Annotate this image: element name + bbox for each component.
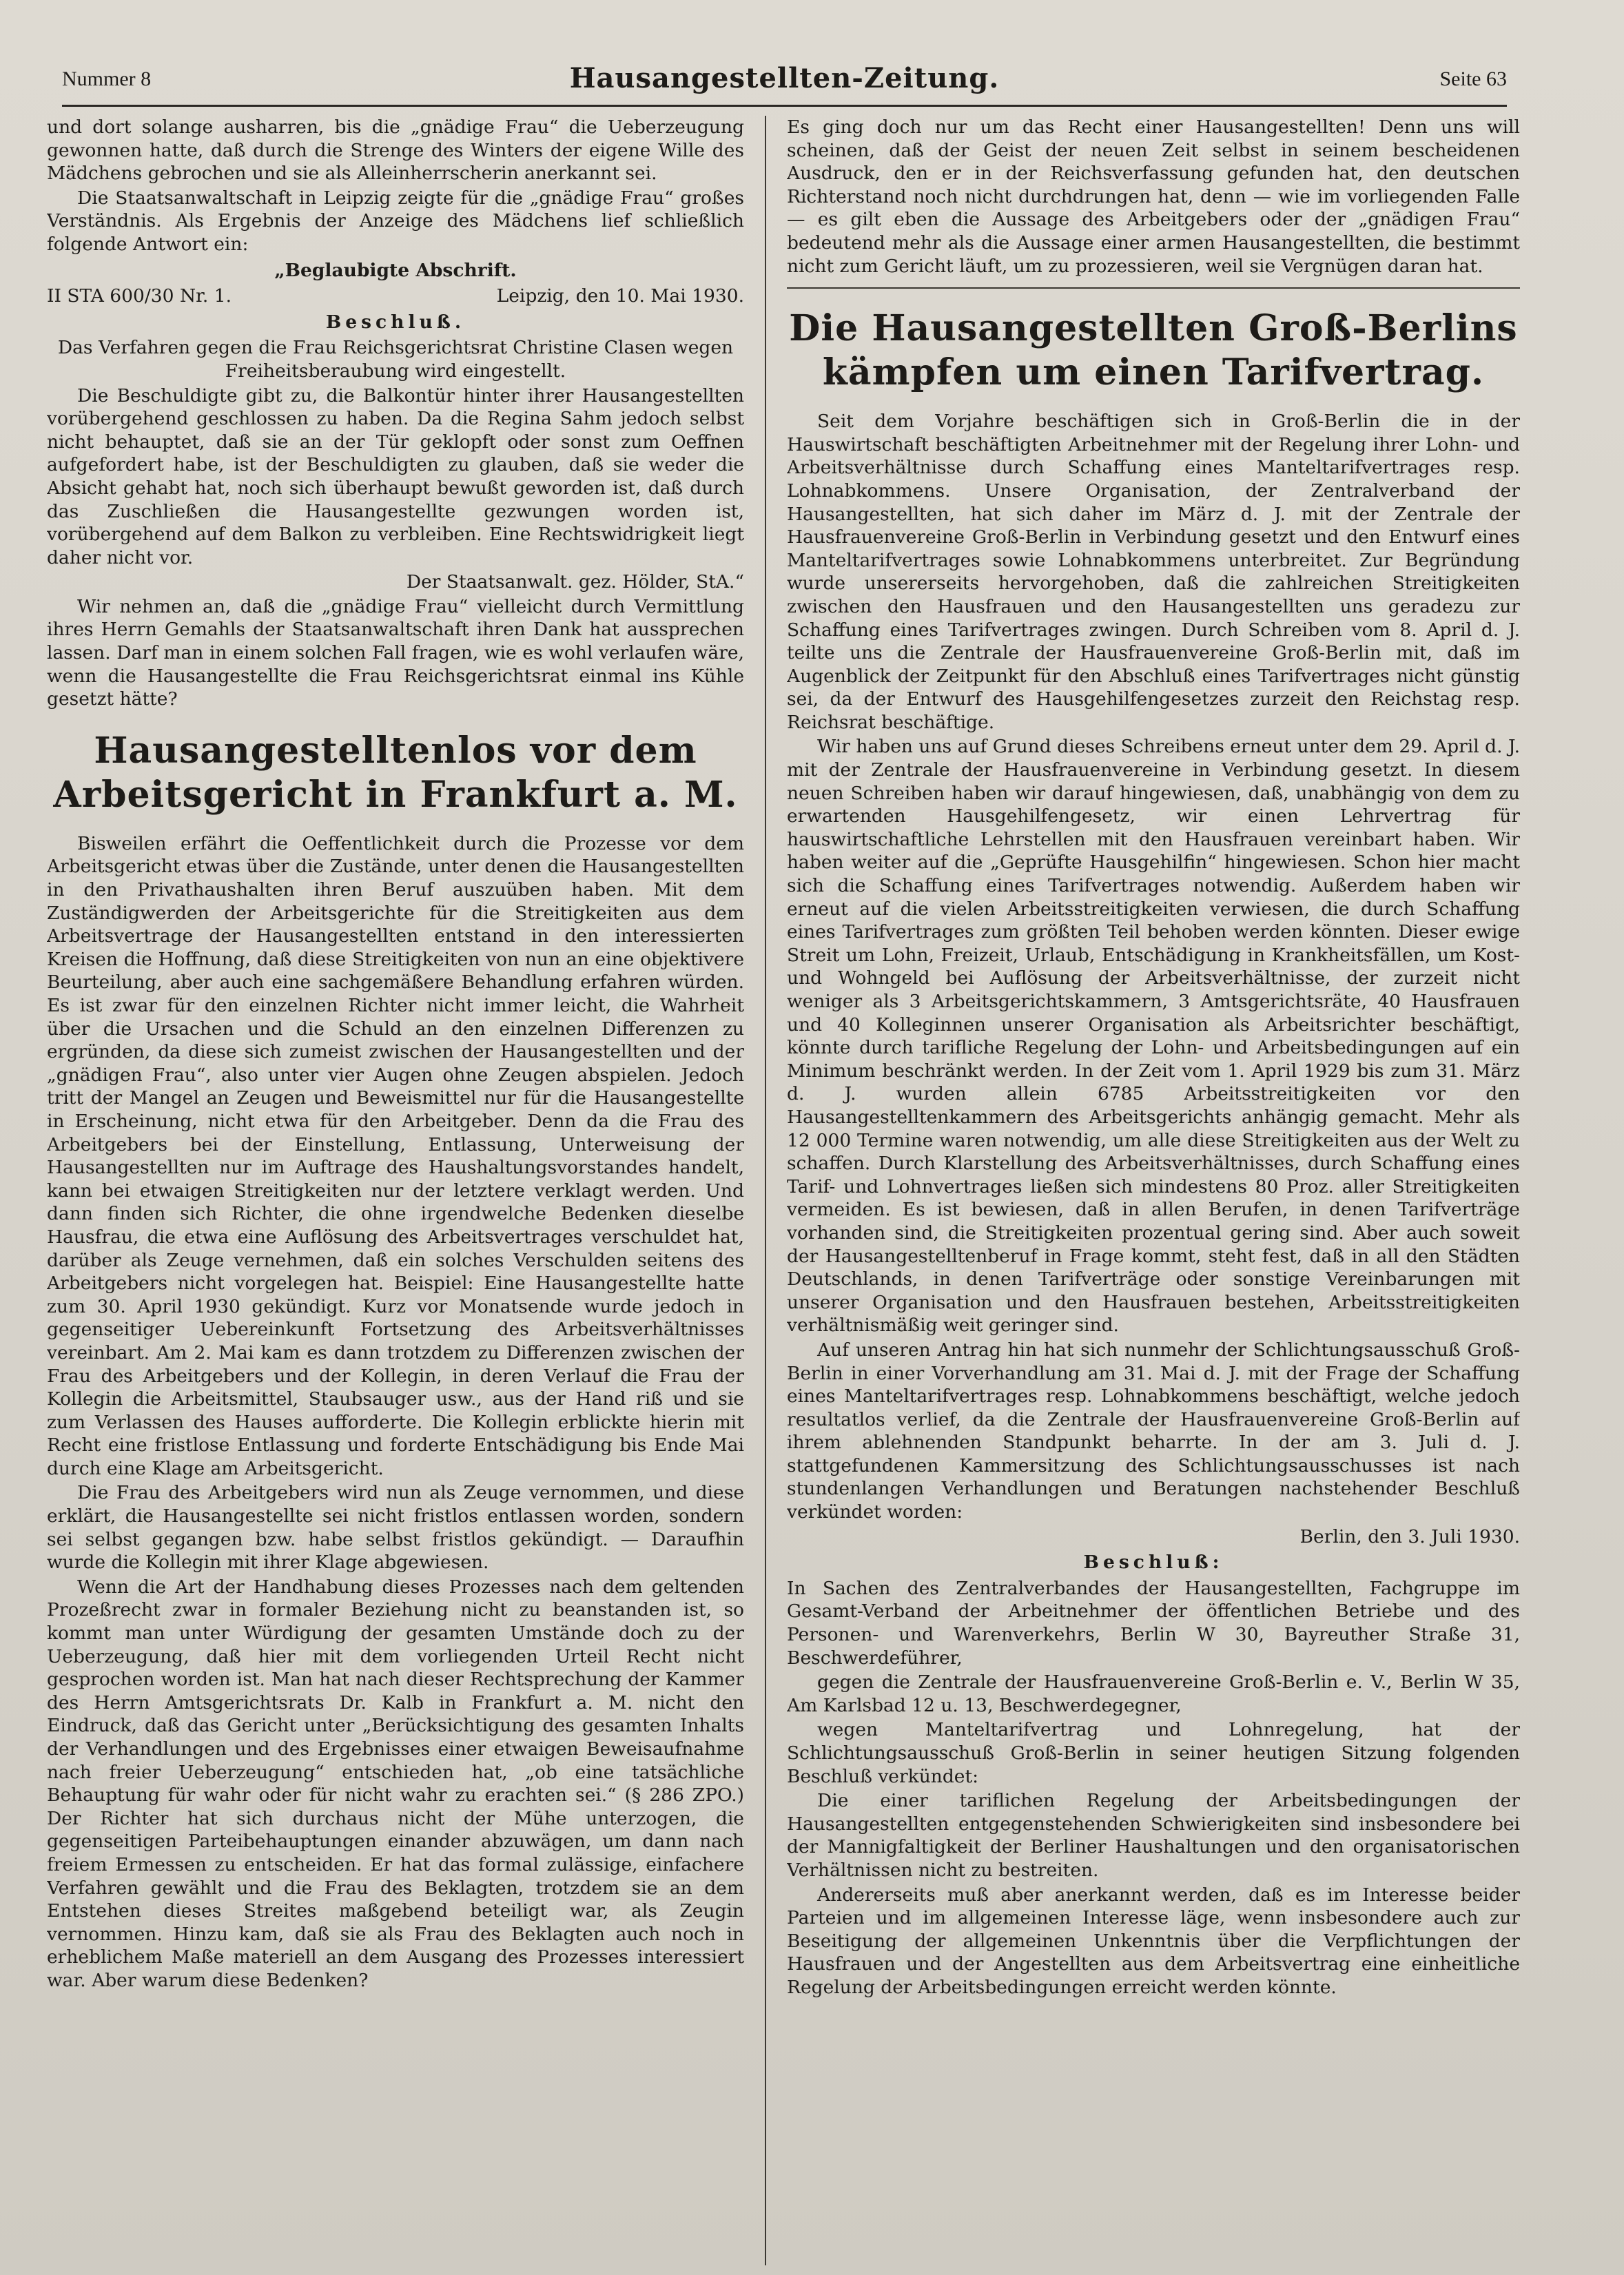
decision-text: Das Verfahren gegen die Frau Reichsgerichtsrat Christine Clasen wegen Freiheitsberaubung wird eingestellt.	[57, 337, 734, 382]
paragraph: Wenn die Art der Handhabung dieses Prozesses nach dem geltenden Prozeßrecht zwar in formaler Beziehung nicht zu beanstanden ist, so kommt man unter Würdigung der gesamten Umstände doch zu der Ueberzeugung, daß hier mit dem vorliegenden Urteil Recht nicht gesprochen worden ist. Man hat nach dieser Rechtsprechung der Kammer des Herrn Amtsgerichtsrats Dr. Kalb in Frankfurt a. M. nicht den Eindruck, daß das Gericht unter „Berücksichtigung des gesamten Inhalts der Verhandlungen und des Ergebnisses einer etwaigen Beweisaufnahme nach freier Ueberzeugung“ entschieden hat, „ob eine tatsächliche Behauptung für wahr oder für nicht wahr zu erachten sei.“ (§ 286 ZPO.) Der Richter hat sich durchaus nicht der Mühe unterzogen, die gegenseitigen Parteibehauptungen einander abzuwägen, um dann nach freiem Ermessen zu entscheiden. Er hat das formal zulässige, einfachere Verfahren gewählt und die Frau des Beklagten, trotzdem sie an dem Entstehen dieses Streites maßgebend beteiligt war, als Zeugin vernommen. Hinzu kam, daß sie als Frau des Beklagten auch noch in erheblichem Maße materiell an dem Ausgang des Prozesses interessiert war. Aber warum diese Bedenken?	[47, 1576, 744, 1991]
paragraph: Andererseits muß aber anerkannt werden, daß es im Interesse beider Parteien und im allgemeinen Interesse läge, wenn insbesondere auch zur Beseitigung der allgemeinen Unkenntnis über die Verpflichtungen der Hausfrauen und der Angestellten aus dem Arbeitsvertrag eine einheitliche Regelung der Arbeitsbedingungen erreicht werden könnte.	[787, 1884, 1520, 1998]
paragraph: Die einer tariflichen Regelung der Arbeitsbedingungen der Hausangestellten entgegenstehenden Schwierigkeiten sind insbesondere bei der Mannigfaltigkeit der Berliner Haushaltungen und den organisatorischen Verhältnissen nicht zu bestreiten.	[787, 1790, 1520, 1881]
certified-copy-heading: „Beglaubigte Abschrift.	[274, 259, 517, 281]
prosecutor-signature: Der Staatsanwalt. gez. Hölder, StA.“	[406, 571, 744, 593]
dateline: Berlin, den 3. Juli 1930.	[1299, 1525, 1520, 1547]
right-column	[787, 116, 1520, 2265]
file-reference: II STA 600/30 Nr. 1.	[47, 285, 232, 307]
page-header	[62, 62, 1507, 107]
paragraph: wegen Manteltarifvertrag und Lohnregelung, hat der Schlichtungsausschuß Groß-Berlin in seiner heutigen Sitzung folgenden Beschluß verkündet:	[787, 1719, 1520, 1787]
reference-line	[47, 285, 744, 308]
paragraph: gegen die Zentrale der Hausfrauenvereine Groß-Berlin e. V., Berlin W 35, Am Karlsbad 12 u. 13, Beschwerdegegner,	[787, 1671, 1520, 1716]
paragraph: Auf unseren Antrag hin hat sich nunmehr der Schlichtungsausschuß Groß-Berlin in einer Vorverhandlung am 31. Mai d. J. mit der Frage der Schaffung eines Manteltarifvertrages resp. Lohnabkommens beschäftigt, welche jedoch resultatlos verlief, da die Zentrale der Hausfrauenvereine Groß-Berlin auf ihrem ablehnenden Standpunkt beharrte. In der am 3. Juli d. J. stattgefundenen Kammersitzung des Schlichtungsausschusses ist nach stundenlangen Verhandlungen und Beratungen nachstehender Beschluß verkündet worden:	[787, 1339, 1520, 1523]
paragraph: Die Beschuldigte gibt zu, die Balkontür hinter ihrer Hausangestellten vorübergehend geschlossen zu haben. Da die Regina Sahm jedoch selbst nicht behauptet, daß sie an der Tür geklopft oder sonst zum Oeffnen aufgefordert habe, ist der Beschuldigten zu glauben, daß sie weder die Absicht gehabt hat, noch sich überhaupt bewußt geworden ist, daß durch das Zuschließen die Hausangestellte gezwungen worden ist, vorübergehend auf dem Balkon zu verbleiben. Eine Rechtswidrigkeit liegt daher nicht vor.	[47, 384, 744, 568]
left-column	[47, 116, 744, 2265]
paragraph: und dort solange ausharren, bis die „gnädige Frau“ die Ueberzeugung gewonnen hatte, daß durch die Strenge des Winters der eigene Wille des Mädchens gebrochen und sie als Alleinherrscherin anerkannt sei.	[47, 116, 744, 185]
decision-heading: Beschluß.	[325, 311, 466, 333]
paragraph: In Sachen des Zentralverbandes der Hausangestellten, Fachgruppe im Gesamt-Verband der Arbeitnehmer der öffentlichen Betriebe und des Personen- und Warenverkehrs, Berlin W 30, Bayreuther Straße 31, Beschwerdeführer,	[787, 1577, 1520, 1669]
paragraph: Die Frau des Arbeitgebers wird nun als Zeuge vernommen, und diese erklärt, die Hausangestellte sei nicht fristlos entlassen worden, sondern sei selbst gegangen bzw. habe selbst fristlos gekündigt. — Daraufhin wurde die Kollegin mit ihrer Klage abgewiesen.	[47, 1482, 744, 1574]
issue-number: Nummer 8	[62, 68, 152, 90]
section-rule	[787, 287, 1520, 289]
paragraph: Wir nehmen an, daß die „gnädige Frau“ vielleicht durch Vermittlung ihres Herrn Gemahls der Staatsanwaltschaft ihren Dank hat aussprechen lassen. Darf man in einem solchen Fall fragen, wie es wohl verlaufen wäre, wenn die Hausangestellte die Frau Reichsgerichtsrat einmal ins Kühle gesetzt hätte?	[47, 595, 744, 710]
paragraph: Bisweilen erfährt die Oeffentlichkeit durch die Prozesse vor dem Arbeitsgericht etwas über die Zustände, unter denen die Hausangestellten in den Privathaushalten ihren Beruf auszuüben haben. Mit dem Zuständigwerden der Arbeitsgerichte für die Streitigkeiten aus dem Arbeitsvertrage der Hausangestellten entstand in den interessierten Kreisen die Hoffnung, daß diese Streitigkeiten von nun an eine objektivere Beurteilung, aber auch eine sachgemäßere Behandlung erfahren würden. Es ist zwar für den einzelnen Richter nicht immer leicht, die Wahrheit über die Ursachen und die Schuld an den einzelnen Differenzen zu ergründen, da diese sich zumeist zwischen der Hausangestellten und der „gnädigen Frau“, also unter vier Augen ohne Zeugen abspielen. Jedoch tritt der Mangel an Zeugen und Beweismittel nur für die Hausangestellte in Erscheinung, nicht etwa für den Arbeitgeber. Denn da die Frau des Arbeitgebers bei der Einstellung, Entlassung, Unterweisung der Hausangestellten nur im Auftrage des Haushaltungsvorstandes handelt, kann bei etwaigen Streitigkeiten nur der letztere verklagt werden. Und dann finden sich Richter, die ohne irgendwelche Bedenken dieselbe Hausfrau, die etwa eine Auflösung des Arbeitsvertrages verschuldet hat, darüber als Zeuge vernehmen, daß ein solches Verschulden seitens des Arbeitgebers nicht vorgelegen hat. Beispiel: Eine Hausangestellte hatte zum 30. April 1930 gekündigt. Kurz vor Monatsende wurde jedoch in gegenseitiger Uebereinkunft Fortsetzung des Arbeitsverhältnisses vereinbart. Am 2. Mai kam es dann trotzdem zu Differenzen zwischen der Frau des Arbeitgebers und der Kollegin, in deren Verlauf die Frau der Kollegin die Arbeitsmittel, Staubsauger usw., aus der Hand riß und sie zum Verlassen des Hauses aufforderte. Die Kollegin erblickte hierin mit Recht eine fristlose Entlassung und forderte Entschädigung bis Ende Mai durch eine Klage am Arbeitsgericht.	[47, 832, 744, 1479]
place-date: Leipzig, den 10. Mai 1930.	[496, 285, 744, 307]
article-heading: Hausangestelltenlos vor dem Arbeitsgericht in Frankfurt a. M.	[53, 729, 738, 816]
column-divider	[765, 116, 766, 2265]
article-heading: Die Hausangestellten Groß-Berlins kämpfen um einen Tarifvertrag.	[789, 307, 1518, 394]
paragraph: Wir haben uns auf Grund dieses Schreibens erneut unter dem 29. April d. J. mit der Zentrale der Hausfrauenvereine in Verbindung gesetzt. In diesem neuen Schreiben haben wir darauf hingewiesen, daß, unabhängig von dem zu erwartenden Hausgehilfengesetz, wir einen Lehrvertrag für hauswirtschaftliche Lehrstellen mit den Hausfrauen vereinbart haben. Wir haben weiter auf die „Geprüfte Hausgehilfin“ hingewiesen. Schon hier macht sich die Schaffung eines Tarifvertrages notwendig. Außerdem haben wir erneut auf die vielen Arbeitsstreitigkeiten verwiesen, die durch Schaffung eines Tarifvertrages zum größten Teil behoben werden könnten. Dieser ewige Streit um Lohn, Freizeit, Urlaub, Entschädigung in Krankheitsfällen, um Kost- und Wohngeld bei Auflösung der Arbeitsverhältnisse, der zurzeit nicht weniger als 3 Arbeitsgerichtskammern, 3 Amtsgerichtsräte, 40 Hausfrauen und 40 Kolleginnen unserer Organisation als Arbeitsrichter beschäftigt, könnte durch tarifliche Regelung der Lohn- und Arbeitsbedingungen auf ein Minimum beschränkt werden. In der Zeit vom 1. April 1929 bis zum 31. März d. J. wurden allein 6785 Arbeitsstreitigkeiten vor den Hausangestelltenkammern des Arbeitsgerichts anhängig gemacht. Mehr als 12 000 Termine waren notwendig, um alle diese Streitigkeiten aus der Welt zu schaffen. Durch Klarstellung des Arbeitsverhältnisses, durch Schaffung eines Tarif- und Lohnvertrages ließen sich mindestens 80 Proz. aller Streitigkeiten vermeiden. Es ist bewiesen, daß in allen Berufen, in denen Tarifverträge vorhanden sind, die Streitigkeiten prozentual gering sind. Aber auch soweit der Hausangestelltenberuf in Frage kommt, steht fest, daß in all den Städten Deutschlands, in denen Tarifverträge oder sonstige Vereinbarungen mit unserer Organisation und den Hausfrauen bestehen, Arbeitsstreitigkeiten verhältnismäßig weit geringer sind.	[787, 736, 1520, 1337]
paragraph: Es ging doch nur um das Recht einer Hausangestellten! Denn uns will scheinen, daß der Geist der neuen Zeit selbst in seinem bescheidenen Ausdruck, den er in der Reichsverfassung gefunden hat, den deutschen Richterstand noch nicht durchdrungen hat, denn — wie im vorliegenden Falle — es gilt eben die Aussage des Arbeitgebers oder der „gnädigen Frau“ bedeutend mehr als die Aussage einer armen Hausangestellten, die bestimmt nicht zum Gericht läuft, um zu prozessieren, weil sie Vergnügen daran hat.	[787, 116, 1520, 277]
paragraph: Seit dem Vorjahre beschäftigen sich in Groß-Berlin die in der Hauswirtschaft beschäftigten Arbeitnehmer mit der Regelung ihrer Lohn- und Arbeitsverhältnisse durch Schaffung eines Manteltarifvertrages resp. Lohnabkommens. Unsere Organisation, der Zentralverband der Hausangestellten, hat sich daher im März d. J. mit der Zentrale der Hausfrauenvereine Groß-Berlin in Verbindung gesetzt und den Entwurf eines Manteltarifvertrages sowie Lohnabkommens unterbreitet. Zur Begründung wurde unsererseits hervorgehoben, daß die zahlreichen Streitigkeiten zwischen den Hausfrauen und den Hausangestellten uns geradezu zur Schaffung eines Tarifvertrages zwingen. Durch Schreiben vom 8. April d. J. teilte uns die Zentrale der Hausfrauenvereine Groß-Berlin mit, daß im Augenblick der Zeitpunkt für den Abschluß eines Tarifvertrages nicht günstig sei, da der Entwurf des Hausgehilfengesetzes zurzeit den Reichstag resp. Reichsrat beschäftige.	[787, 411, 1520, 733]
newspaper-title: Hausangestellten-Zeitung.	[569, 62, 1000, 94]
paragraph: Die Staatsanwaltschaft in Leipzig zeigte für die „gnädige Frau“ großes Verständnis. Als Ergebnis der Anzeige des Mädchens lief schließlich folgende Antwort ein:	[47, 187, 744, 255]
page-number: Seite 63	[1439, 68, 1507, 90]
decision-heading: Beschluß:	[1083, 1552, 1224, 1574]
